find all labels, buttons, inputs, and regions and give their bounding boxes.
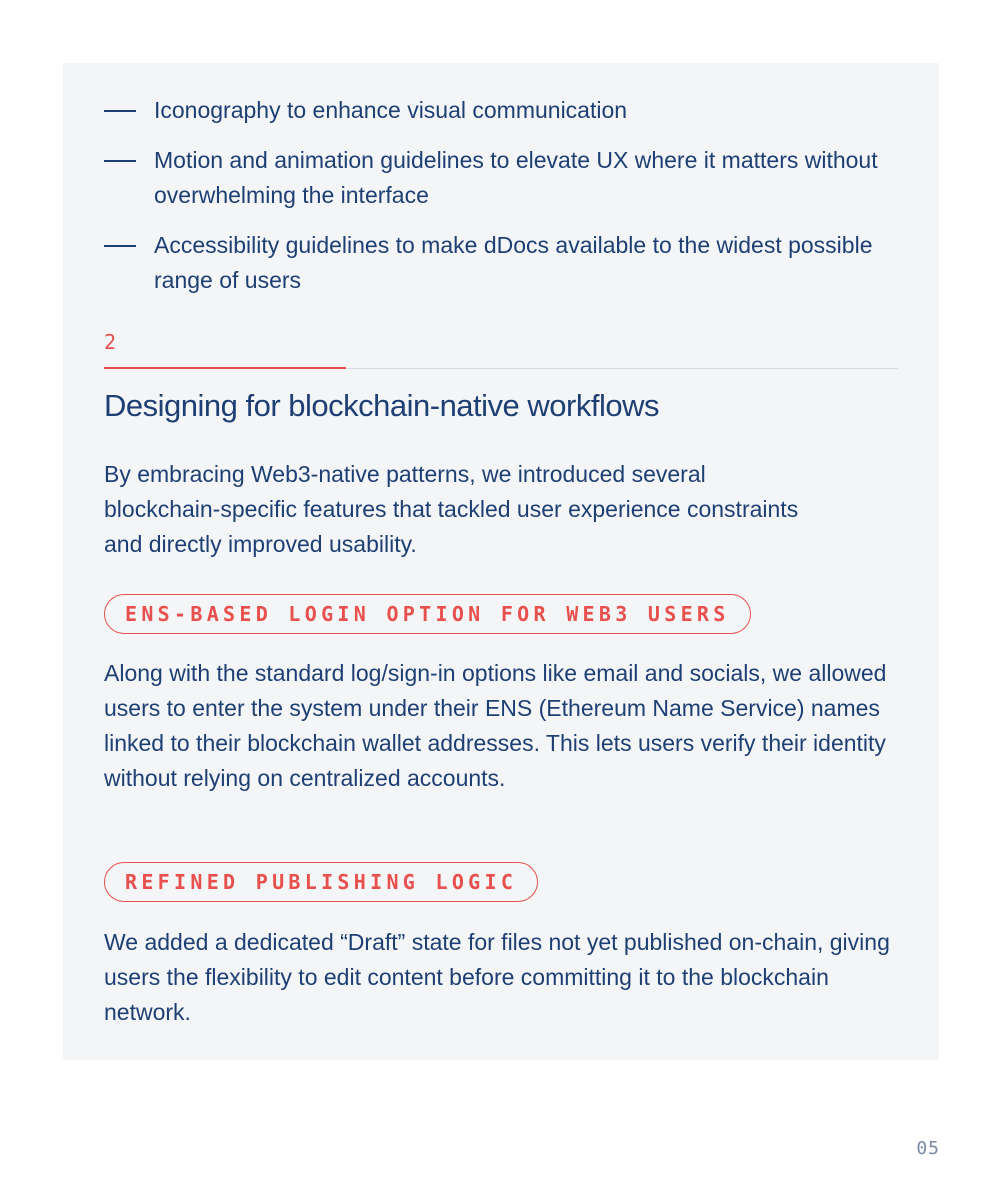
list-item (104, 93, 904, 128)
dash-icon (104, 245, 136, 247)
section-intro: By embracing Web3-native patterns, we introduced several blockchain-specific features that tackled user experience constraints and directly improved usability. (104, 461, 799, 557)
dash-icon (104, 110, 136, 112)
bullet-list (104, 93, 904, 313)
feature-tag-publishing-logic: REFINED PUBLISHING LOGIC (104, 862, 538, 902)
page-number: 05 (916, 1138, 940, 1159)
list-item-text: Motion and animation guidelines to elevate UX where it matters without overwhelming the interface (154, 147, 878, 208)
feature-tag-ens-login: ENS-BASED LOGIN OPTION FOR WEB3 USERS (104, 594, 751, 634)
feature-description-ens-login: Along with the standard log/sign-in options like email and socials, we allowed users to enter the system under their ENS (Ethereum Name Service) names linked to their blockchain wallet addresses. This lets users verify their identity without relying on centralized accounts. (104, 660, 887, 791)
list-item (104, 143, 904, 213)
section-title: Designing for blockchain-native workflows (104, 388, 659, 423)
section-progress-bar (104, 367, 346, 369)
list-item-text: Iconography to enhance visual communication (154, 97, 628, 123)
content-card (63, 63, 939, 1060)
dash-icon (104, 160, 136, 162)
list-item (104, 228, 904, 298)
feature-description-publishing-logic: We added a dedicated “Draft” state for files not yet published on-chain, giving users the flexibility to edit content before committing it to the blockchain network. (104, 929, 890, 1025)
section-number: 2 (104, 330, 117, 354)
section-divider (104, 368, 898, 369)
list-item-text: Accessibility guidelines to make dDocs available to the widest possible range of users (154, 232, 873, 293)
